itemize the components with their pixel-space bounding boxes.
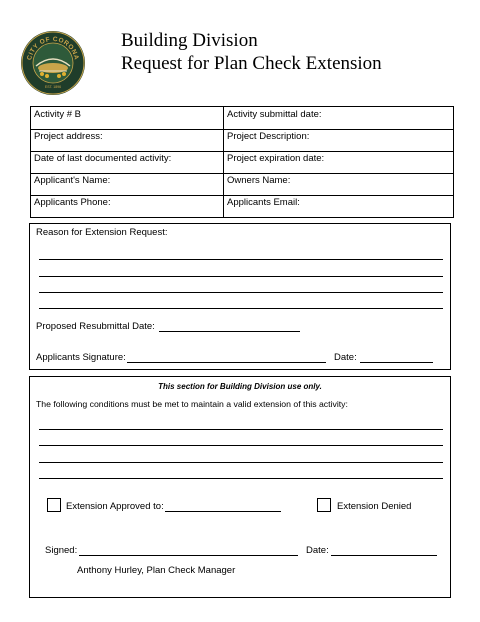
reason-line[interactable] bbox=[39, 308, 443, 309]
signed-input[interactable] bbox=[79, 555, 298, 556]
division-header: This section for Building Division use only. bbox=[158, 382, 322, 391]
conditions-line[interactable] bbox=[39, 445, 443, 446]
approved-label: Extension Approved to: bbox=[66, 501, 164, 512]
seal-ring-text: CITY OF CORONA bbox=[26, 35, 80, 61]
project-description-field[interactable]: Project Description: bbox=[227, 131, 310, 142]
owner-name-field[interactable]: Owners Name: bbox=[227, 175, 291, 186]
resubmittal-date-input[interactable] bbox=[159, 331, 300, 332]
reason-line[interactable] bbox=[39, 292, 443, 293]
conditions-text: The following conditions must be met to maintain a valid extension of this activity: bbox=[36, 399, 348, 409]
applicant-name-field[interactable]: Applicant's Name: bbox=[34, 175, 111, 186]
division-section bbox=[29, 376, 451, 598]
resubmittal-date-label: Proposed Resubmittal Date: bbox=[36, 321, 155, 332]
signed-label: Signed: bbox=[45, 545, 78, 556]
submittal-date-field[interactable]: Activity submittal date: bbox=[227, 109, 322, 120]
denied-label: Extension Denied bbox=[337, 501, 412, 512]
last-activity-date-field[interactable]: Date of last documented activity: bbox=[34, 153, 172, 164]
reason-line[interactable] bbox=[39, 259, 443, 260]
denied-checkbox[interactable] bbox=[317, 498, 331, 512]
division-date-label: Date: bbox=[306, 545, 329, 556]
city-seal bbox=[20, 30, 86, 96]
page-title: Building Division bbox=[121, 30, 258, 51]
expiration-date-field[interactable]: Project expiration date: bbox=[227, 153, 325, 164]
conditions-line[interactable] bbox=[39, 429, 443, 430]
reason-section bbox=[29, 223, 451, 370]
applicant-signature-input[interactable] bbox=[127, 362, 326, 363]
applicant-signature-label: Applicants Signature: bbox=[36, 352, 126, 363]
applicant-date-label: Date: bbox=[334, 352, 357, 363]
applicant-date-input[interactable] bbox=[360, 362, 433, 363]
conditions-line[interactable] bbox=[39, 478, 443, 479]
manager-name: Anthony Hurley, Plan Check Manager bbox=[77, 565, 236, 576]
page-subtitle: Request for Plan Check Extension bbox=[121, 53, 382, 74]
reason-line[interactable] bbox=[39, 276, 443, 277]
applicant-phone-field[interactable]: Applicants Phone: bbox=[34, 197, 111, 208]
approved-checkbox[interactable] bbox=[47, 498, 61, 512]
info-table bbox=[30, 106, 454, 218]
approved-date-input[interactable] bbox=[165, 511, 281, 512]
seal-est-text: EST. 1896 bbox=[44, 85, 62, 89]
project-address-field[interactable]: Project address: bbox=[34, 131, 103, 142]
conditions-line[interactable] bbox=[39, 462, 443, 463]
activity-number-field[interactable]: Activity # B bbox=[34, 109, 81, 120]
reason-label: Reason for Extension Request: bbox=[36, 227, 168, 238]
division-date-input[interactable] bbox=[331, 555, 437, 556]
applicant-email-field[interactable]: Applicants Email: bbox=[227, 197, 300, 208]
